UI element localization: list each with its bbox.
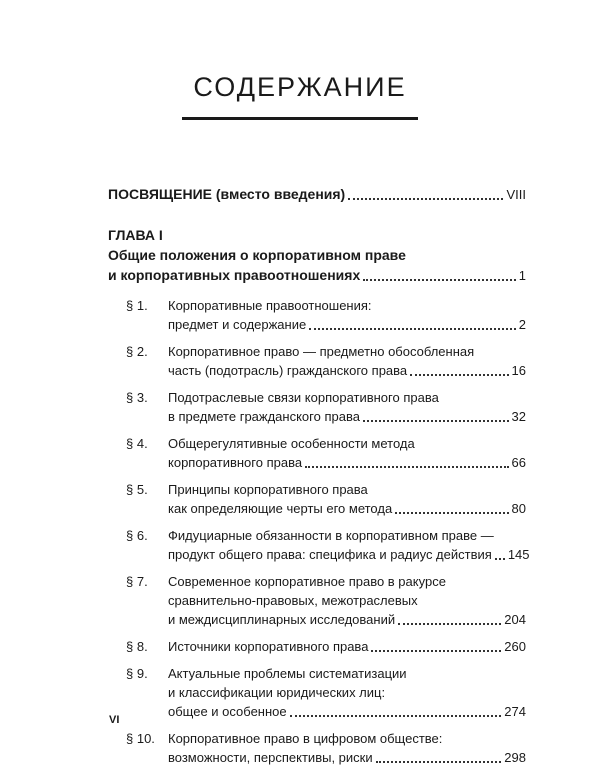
section-title-final-line — [168, 315, 526, 334]
section-title-final-line — [168, 361, 526, 380]
section-title-line: Корпоративное право — предметно обособленная — [168, 344, 475, 359]
chapter-title-line: Общие положения о корпоративном праве — [108, 247, 406, 263]
page-title: СОДЕРЖАНИЕ — [193, 72, 407, 102]
section-page: 298 — [504, 750, 526, 765]
dedication-text: ПОСВЯЩЕНИЕ (вместо введения) — [108, 186, 346, 202]
dot-leader — [495, 558, 505, 560]
section-number: § 1. — [126, 298, 148, 313]
dot-leader — [376, 761, 502, 763]
title-underline — [182, 117, 418, 120]
section-title-text: в предмете гражданского права — [168, 409, 360, 424]
dot-leader — [371, 650, 501, 652]
section-title-line: и классификации юридических лиц: — [168, 685, 386, 700]
section-page: 145 — [507, 547, 530, 562]
toc-entry-section[interactable] — [108, 296, 526, 334]
toc-entry-section[interactable] — [108, 729, 526, 767]
section-title-line: Общерегулятивные особенности метода — [168, 436, 415, 451]
chapter-label: ГЛАВА I — [108, 227, 163, 243]
toc-entry-section[interactable] — [108, 434, 526, 472]
dot-leader — [410, 374, 508, 376]
chapter-title-line: и корпоративных правоотношениях — [108, 267, 361, 283]
dot-leader — [309, 328, 516, 330]
toc-entry-section[interactable] — [108, 342, 526, 380]
section-number: § 7. — [126, 574, 148, 589]
dot-leader — [363, 279, 516, 281]
page-number: VI — [109, 714, 120, 726]
section-title-text: общее и особенное — [168, 704, 287, 719]
section-page: 32 — [511, 409, 526, 424]
section-title-line: Современное корпоративное право в ракурсе — [168, 574, 446, 589]
section-page: 66 — [511, 455, 526, 470]
section-title-final-line — [168, 407, 526, 426]
dot-leader — [398, 623, 501, 625]
section-title-line: Принципы корпоративного права — [168, 482, 368, 497]
toc-entry-section[interactable] — [108, 572, 526, 629]
toc-entry-section[interactable] — [108, 664, 526, 721]
table-of-contents — [108, 185, 530, 767]
section-title-text: Источники корпоративного права — [168, 639, 369, 654]
dot-leader — [290, 715, 502, 717]
section-title-text: продукт общего права: специфика и радиус действия — [168, 547, 492, 562]
section-title-line: Корпоративное право в цифровом обществе: — [168, 731, 443, 746]
section-title-text: как определяющие черты его метода — [168, 501, 393, 516]
section-number: § 9. — [126, 666, 148, 681]
chapter-page: 1 — [518, 268, 526, 283]
section-page: 80 — [511, 501, 526, 516]
toc-entry-section[interactable] — [108, 388, 526, 426]
section-title-final-line — [168, 499, 526, 518]
section-title-final-line — [168, 702, 526, 721]
section-list — [108, 296, 530, 767]
section-title-line: Подотраслевые связи корпоративного права — [168, 390, 439, 405]
toc-entry-section[interactable] — [108, 526, 530, 564]
section-number: § 6. — [126, 528, 148, 543]
section-page: 274 — [504, 704, 526, 719]
dedication-page: VIII — [506, 187, 526, 202]
section-page: 260 — [504, 639, 526, 654]
section-title-text: корпоративного права — [168, 455, 303, 470]
section-page: 204 — [504, 612, 526, 627]
toc-entry-chapter[interactable] — [108, 265, 526, 286]
section-title-final-line — [168, 545, 530, 564]
section-title-final-line — [168, 748, 526, 767]
section-number: § 10. — [126, 731, 155, 746]
section-number: § 3. — [126, 390, 148, 405]
section-title-final-line — [168, 610, 526, 629]
section-title-text: возможности, перспективы, риски — [168, 750, 373, 765]
toc-entry-section[interactable] — [108, 480, 526, 518]
dot-leader — [363, 420, 509, 422]
dot-leader — [305, 466, 508, 468]
section-title-final-line — [168, 637, 526, 656]
dot-leader — [395, 512, 508, 514]
dot-leader — [348, 198, 503, 200]
section-title-final-line — [168, 453, 526, 472]
section-number: § 5. — [126, 482, 148, 497]
section-number: § 2. — [126, 344, 148, 359]
section-title-line: Корпоративные правоотношения: — [168, 298, 372, 313]
section-page: 16 — [511, 363, 526, 378]
section-title-text: предмет и содержание — [168, 317, 307, 332]
toc-entry-section[interactable] — [108, 637, 526, 656]
section-title-line: Фидуциарные обязанности в корпоративном праве — — [168, 528, 494, 543]
section-title-line: сравнительно-правовых, межотраслевых — [168, 593, 418, 608]
section-page: 2 — [518, 317, 526, 332]
section-title-text: и междисциплинарных исследований — [168, 612, 396, 627]
section-title-text: часть (подотрасль) гражданского права — [168, 363, 408, 378]
section-number: § 4. — [126, 436, 148, 451]
section-number: § 8. — [126, 639, 148, 654]
toc-entry-dedication[interactable] — [108, 185, 526, 204]
section-title-line: Актуальные проблемы систематизации — [168, 666, 407, 681]
